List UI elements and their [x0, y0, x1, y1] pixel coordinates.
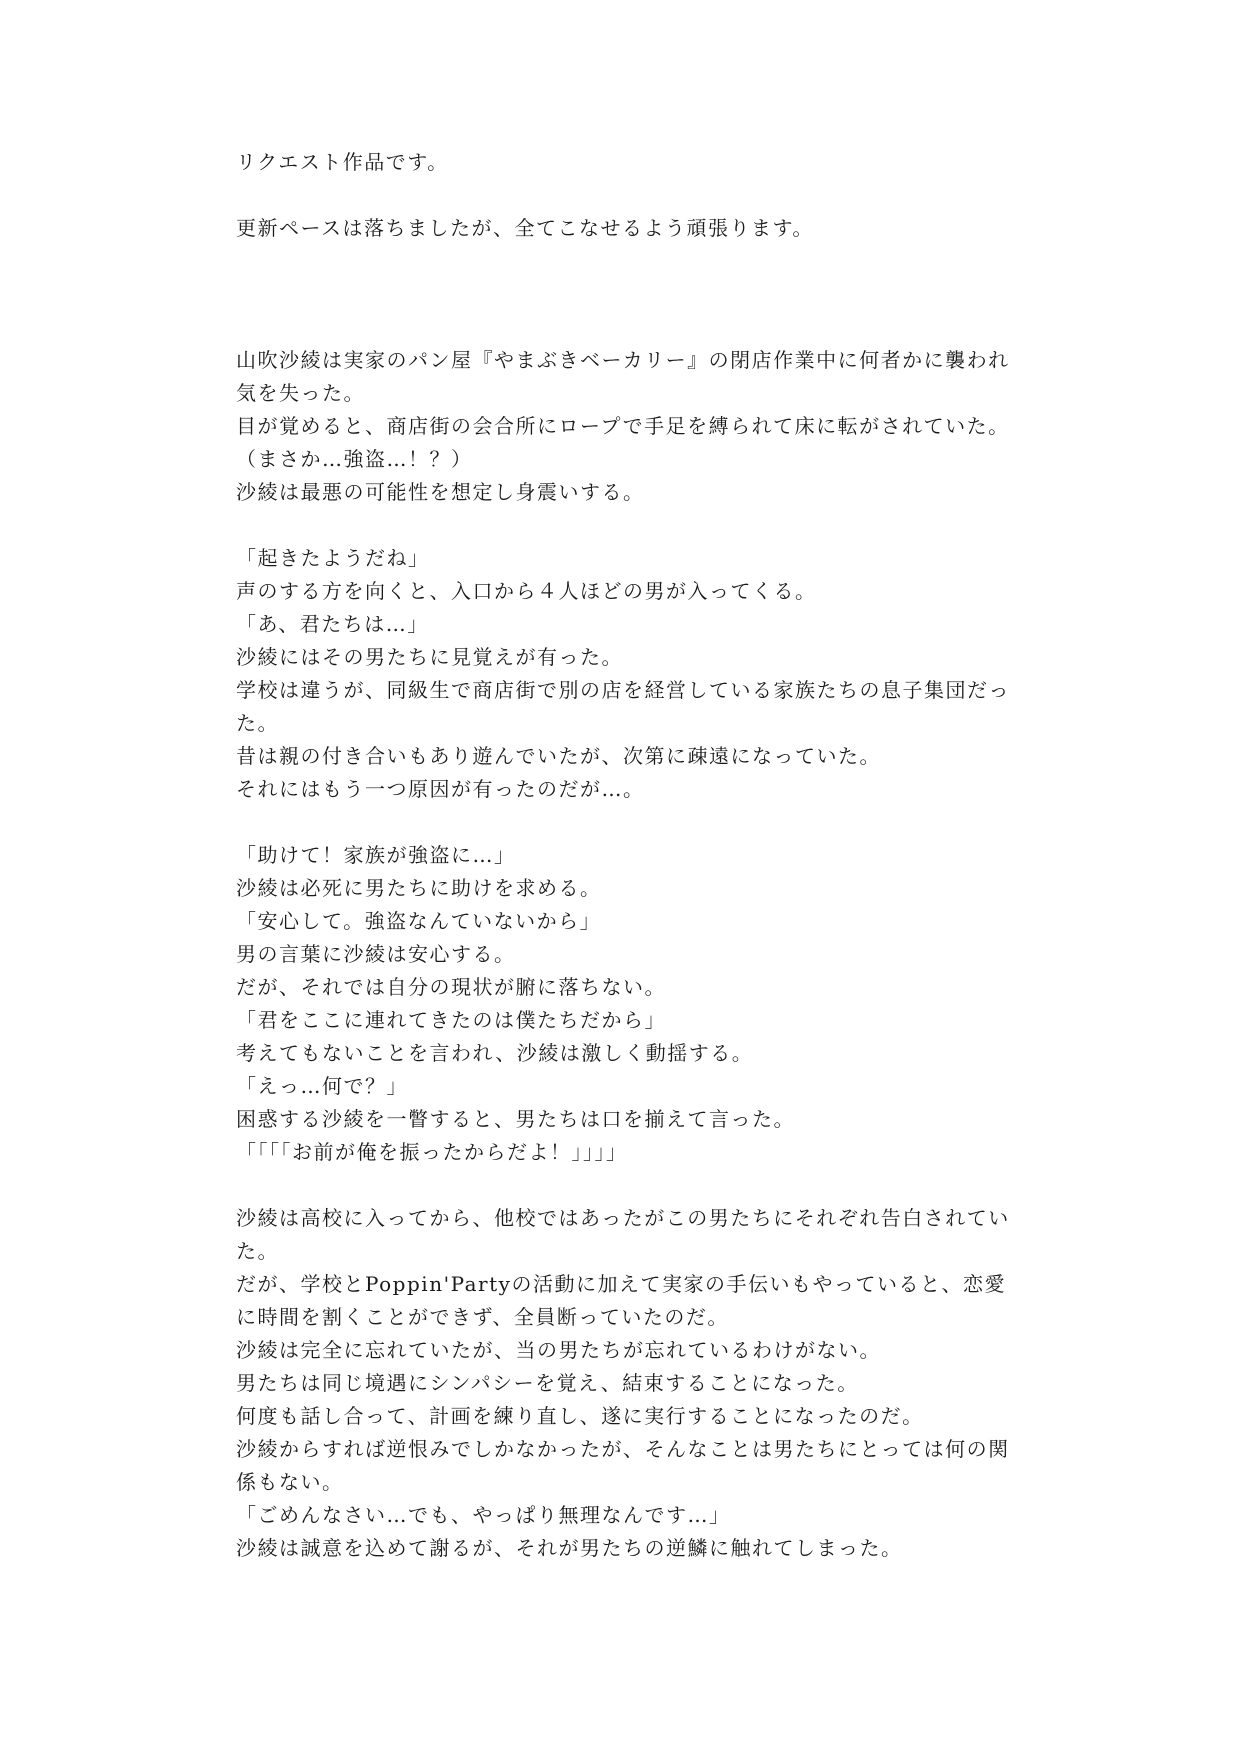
story-line: 沙綾にはその男たちに見覚えが有った。 [236, 645, 623, 669]
story-line: だが、学校とPoppin'Partyの活動に加えて実家の手伝いもやっていると、恋愛に時間を割くことができず、全員断っていたのだ。 [236, 1272, 1006, 1329]
story-line: （まさか…強盗…！？） [236, 447, 473, 471]
story-line: 声のする方を向くと、入口から４人ほどの男が入ってくる。 [236, 579, 817, 603]
story-line: 「ごめんなさい…でも、やっぱり無理なんです…」 [236, 1503, 731, 1527]
story-line: 「助けて！家族が強盗に…」 [236, 843, 516, 867]
story-line: 「安心して。強盗なんていないから」 [236, 909, 602, 933]
story-line: 考えてもないことを言われ、沙綾は激しく動揺する。 [236, 1041, 754, 1065]
story-line: 困惑する沙綾を一瞥すると、男たちは口を揃えて言った。 [236, 1107, 795, 1131]
story-line: 何度も話し合って、計画を練り直し、遂に実行することになったのだ。 [236, 1404, 924, 1428]
document-page [236, 146, 1016, 1565]
story-paragraph-3 [236, 839, 1016, 1169]
story-line: 沙綾からすれば逆恨みでしかなかったが、そんなことは男たちにとっては何の関係もない。 [236, 1437, 1010, 1494]
story-line: 沙綾は高校に入ってから、他校ではあったがこの男たちにそれぞれ告白されていた。 [236, 1206, 1010, 1263]
story-line: 沙綾は完全に忘れていたが、当の男たちが忘れているわけがない。 [236, 1338, 881, 1362]
blank-line [236, 509, 1016, 542]
story-line: 「えっ…何で？」 [236, 1074, 408, 1098]
story-line: 昔は親の付き合いもあり遊んでいたが、次第に疎遠になっていた。 [236, 744, 881, 768]
section-gap [236, 245, 1016, 344]
story-paragraph-2 [236, 542, 1016, 806]
story-paragraph-1 [236, 344, 1016, 509]
story-line: 沙綾は必死に男たちに助けを求める。 [236, 876, 602, 900]
story-paragraph-4 [236, 1202, 1016, 1565]
story-line: だが、それでは自分の現状が腑に落ちない。 [236, 975, 666, 999]
story-line: 男の言葉に沙綾は安心する。 [236, 942, 516, 966]
story-line: 「君をここに連れてきたのは僕たちだから」 [236, 1008, 666, 1032]
story-line: 山吹沙綾は実家のパン屋『やまぶきベーカリー』の閉店作業中に何者かに襲われ気を失った。 [236, 348, 1010, 405]
intro-line-request: リクエスト作品です。 [236, 150, 449, 174]
story-line: それにはもう一つ原因が有ったのだが…。 [236, 777, 645, 801]
story-line: 男たちは同じ境遇にシンパシーを覚え、結束することになった。 [236, 1371, 859, 1395]
story-line: 沙綾は最悪の可能性を想定し身震いする。 [236, 480, 645, 504]
story-line: 学校は違うが、同級生で商店街で別の店を経営している家族たちの息子集団だった。 [236, 678, 1010, 735]
blank-line [236, 1169, 1016, 1202]
story-line: 目が覚めると、商店街の会合所にロープで手足を縛られて床に転がされていた。 [236, 414, 1010, 438]
story-line: 沙綾は誠意を込めて謝るが、それが男たちの逆鱗に触れてしまった。 [236, 1536, 903, 1560]
blank-line [236, 179, 1016, 212]
blank-line [236, 806, 1016, 839]
story-line: 「「「「お前が俺を振ったからだよ！」」」」 [236, 1140, 628, 1164]
story-line: 「あ、君たちは…」 [236, 612, 429, 636]
intro-line-update-pace: 更新ペースは落ちましたが、全てこなせるよう頑張ります。 [236, 216, 814, 240]
story-line: 「起きたようだね」 [236, 546, 430, 570]
